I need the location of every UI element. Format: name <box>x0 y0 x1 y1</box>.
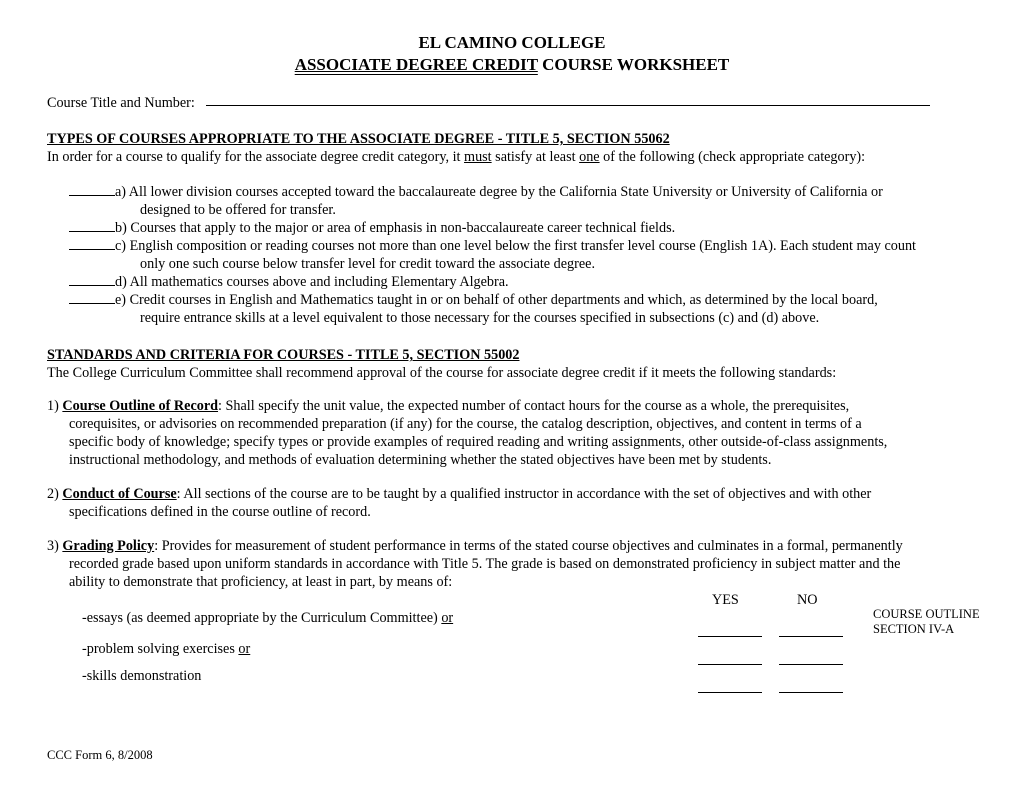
category-c: c) English composition or reading courses not more than one level below the first transfer level course (English 1A). Each student may count <box>69 237 916 255</box>
means-problem-solving: -problem solving exercises or <box>82 641 251 657</box>
category-b-checkbox[interactable] <box>69 219 115 232</box>
skills-no-field[interactable] <box>779 692 843 693</box>
no-header: NO <box>797 592 818 608</box>
worksheet-title-rest: COURSE WORKSHEET <box>537 55 730 74</box>
standard-3-line2: recorded grade based upon uniform standards in accordance with Title 5. The grade is based on demonstrated proficiency in subject matter and the <box>69 556 901 572</box>
category-d: d) All mathematics courses above and including Elementary Algebra. <box>69 273 509 291</box>
worksheet-title <box>0 56 1024 74</box>
problem-solving-no-field[interactable] <box>779 664 843 665</box>
means-skills: -skills demonstration <box>82 668 202 684</box>
standard-1-line3: specific body of knowledge; specify types or provide examples of required reading and writing assignments, other outside-of-class assignments, <box>69 434 888 450</box>
category-d-checkbox[interactable] <box>69 273 115 286</box>
standard-3: 3) Grading Policy: Provides for measurement of student performance in terms of the stated course objectives and culminates in a formal, permanently <box>47 538 903 554</box>
section1-intro: In order for a course to qualify for the associate degree credit category, it must satisfy at least one of the following (check appropriate category): <box>47 149 866 165</box>
essays-no-field[interactable] <box>779 636 843 637</box>
standard-1-line4: instructional methodology, and methods of evaluation determining whether the stated objectives have been met by students. <box>69 452 772 468</box>
standard-2-line2: specifications defined in the course outline of record. <box>69 504 371 520</box>
outline-ref-2: SECTION IV-A <box>873 622 955 636</box>
outline-ref-1: COURSE OUTLINE <box>873 607 980 621</box>
form-footer: CCC Form 6, 8/2008 <box>47 748 153 762</box>
standard-3-line3: ability to demonstrate that proficiency, at least in part, by means of: <box>69 574 453 590</box>
standard-1-line2: corequisites, or advisories on recommended preparation (if any) for the course, the catalog description, objectives, and content in terms of a <box>69 416 862 432</box>
standard-2: 2) Conduct of Course: All sections of the course are to be taught by a qualified instructor in accordance with the set of objectives and with other <box>47 486 872 502</box>
college-name: EL CAMINO COLLEGE <box>418 33 606 52</box>
category-a: a) All lower division courses accepted toward the baccalaureate degree by the California State University or University of California or <box>69 183 883 201</box>
category-a-checkbox[interactable] <box>69 183 115 196</box>
problem-solving-yes-field[interactable] <box>698 664 762 665</box>
section1-heading: TYPES OF COURSES APPROPRIATE TO THE ASSOCIATE DEGREE - TITLE 5, SECTION 55062 <box>47 131 670 147</box>
category-e: e) Credit courses in English and Mathematics taught in or on behalf of other departments and which, as determined by the local board, <box>69 291 878 309</box>
skills-yes-field[interactable] <box>698 692 762 693</box>
category-c-cont: only one such course below transfer level for credit toward the associate degree. <box>140 256 595 272</box>
means-essays: -essays (as deemed appropriate by the Curriculum Committee) or <box>82 610 454 626</box>
category-a-cont: designed to be offered for transfer. <box>140 202 336 218</box>
category-c-checkbox[interactable] <box>69 237 115 250</box>
category-e-cont: require entrance skills at a level equivalent to those necessary for the courses specified in subsections (c) and (d) above. <box>140 310 820 326</box>
essays-yes-field[interactable] <box>698 636 762 637</box>
course-title-field[interactable] <box>206 105 930 106</box>
section2-intro: The College Curriculum Committee shall recommend approval of the course for associate degree credit if it meets the following standards: <box>47 365 837 381</box>
course-title-label: Course Title and Number: <box>47 95 195 111</box>
category-e-checkbox[interactable] <box>69 291 115 304</box>
yes-header: YES <box>712 592 739 608</box>
category-b: b) Courses that apply to the major or area of emphasis in non-baccalaureate career technical fields. <box>69 219 675 237</box>
section2-heading: STANDARDS AND CRITERIA FOR COURSES - TITLE 5, SECTION 55002 <box>47 347 520 363</box>
worksheet-title-underlined: ASSOCIATE DEGREE CREDIT <box>294 55 538 74</box>
standard-1: 1) Course Outline of Record: Shall specify the unit value, the expected number of contact hours for the course as a whole, the prerequisites, <box>47 398 850 414</box>
